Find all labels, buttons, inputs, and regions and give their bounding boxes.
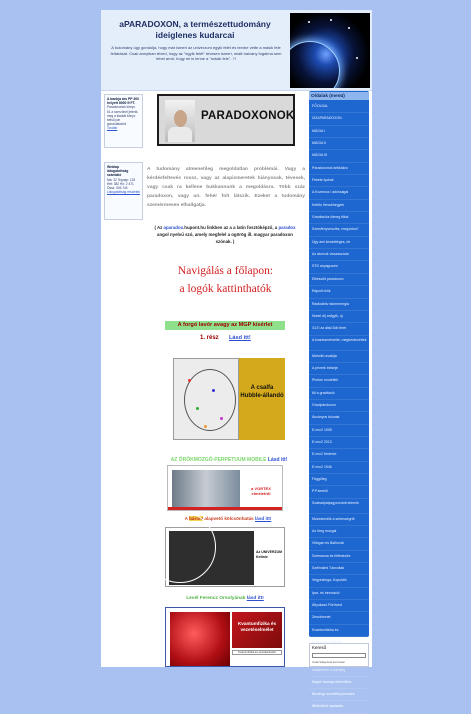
portrait-shirt — [168, 127, 192, 142]
letter-text: Levél Ferencz Orsolyának — [186, 596, 247, 601]
quantum-book-caption: Kvantumfizika és vezetéselmélet — [232, 650, 282, 655]
menu-item[interactable]: MÁGIA II — [309, 138, 369, 150]
menu-item[interactable]: Vegyeskriga, Kopuláló — [309, 575, 369, 587]
left-book-text: Paradoxonok könyv. 61 a szerzőnél jelenik meg a kiadott könyv belső pár gondolatokról — [107, 105, 138, 127]
vortex-title: A forgó lavór avagy az MGP kísérlet — [165, 321, 285, 330]
vortex-diagram-image[interactable] — [173, 358, 239, 440]
menu-item[interactable]: Szémanna és felfedezés — [309, 551, 369, 563]
mgp-link[interactable]: Lásd itt! — [267, 457, 288, 463]
diagram-dot — [188, 379, 191, 382]
navigation-heading — [158, 262, 293, 298]
menu-items — [309, 101, 369, 714]
site-title-line2[interactable]: ideiglenes kudarcai — [155, 30, 235, 40]
universe-text: Az UNIVERZUM Kettnie — [256, 550, 283, 559]
menu-item[interactable]: Radioaktív atomenergia — [309, 299, 369, 311]
search-checkbox-label[interactable]: Csak kifejezést keressen — [312, 660, 346, 664]
note-link-paradox[interactable]: paradox — [278, 225, 296, 230]
star-dot — [308, 21, 310, 23]
universe-dark-panel — [169, 531, 254, 585]
left-book-link[interactable]: Tovább — [107, 126, 118, 131]
paradoxonok-logo[interactable] — [157, 94, 295, 146]
menu-item[interactable]: STD anyaguzem — [309, 261, 369, 273]
menu-item[interactable]: P.P.kezelő — [309, 486, 369, 498]
note-link-aparadox[interactable]: aparadox — [163, 225, 184, 230]
atom-mid: alapvető kölcsönhatás — [203, 516, 255, 521]
navigation-line1: Navigálás a főlapon: — [177, 265, 274, 277]
vortex-link[interactable]: Lásd itt! — [229, 335, 251, 341]
menu-item[interactable]: Függőleg — [309, 474, 369, 486]
menu-item[interactable]: Ipar- és innováció — [309, 588, 369, 600]
menu-item[interactable]: Fekete lyukak — [309, 175, 369, 187]
note-pre: ( Az — [154, 225, 164, 230]
site-subtitle: A tudomány úgy gondolja, hogy már ismeri az univerzum egyik felét és tervbe vette a másik fele feltárását. Csak annyiban téved, hogy az "egyik felét" tévesen ismeri, miatt halvány fogalma sem lehet arról, hogy mi is lenne a "másik fele". ?! — [110, 45, 282, 61]
quantum-book-cover: Kvantumfizika és vezetéselmélet — [232, 612, 282, 648]
left-counter-link[interactable]: Látogatottság részletek — [107, 190, 140, 195]
hubble-label[interactable]: A csalfa Hubble-állandó — [239, 358, 285, 440]
menu-item[interactable]: Az atomok visszaszóda — [309, 249, 369, 261]
diagram-dot — [196, 407, 199, 410]
menu-item[interactable]: Kapd: honlap felemlítés — [309, 677, 369, 689]
menu-item[interactable]: Elkészült paradoxon — [309, 274, 369, 286]
left-counter-title: Weblap látogatottság számláló — [107, 165, 129, 178]
red-stripe — [168, 507, 282, 510]
star-dot — [348, 27, 350, 29]
menu-item[interactable]: Szemfényvesztés, megoldva? — [309, 224, 369, 236]
left-book-title: A bankja árs PP 300 helyett 8000 ft FT. — [107, 97, 140, 106]
menu-item[interactable]: Kettős Hesséhegyek — [309, 200, 369, 212]
menu-item[interactable]: Nobel díj anfgyik, új — [309, 311, 369, 323]
menu-item[interactable]: Photon modellek — [309, 375, 369, 387]
star-dot — [330, 19, 332, 21]
navigation-line2: a logók kattinthatók — [179, 283, 272, 295]
left-counter-box — [104, 162, 143, 220]
menu-item[interactable]: Rajzolt örök — [309, 286, 369, 298]
portrait-face — [174, 110, 187, 127]
header-earth-image — [290, 13, 370, 88]
menu-item[interactable]: Szabadpályagyorsított elemek — [309, 499, 369, 514]
vortex-sign: a VORTEX elméletről — [242, 472, 280, 506]
menu-item[interactable]: ÚGAPARADOXON — [309, 113, 369, 125]
menu-item[interactable]: Mi a gravitáció — [309, 388, 369, 400]
menu-item[interactable]: Maholtó avatója — [309, 351, 369, 363]
menu-item[interactable]: Gravipándozon — [309, 400, 369, 412]
paradoxon-note — [149, 224, 301, 245]
site-title[interactable] — [110, 19, 280, 41]
logo-text: PARADOXONOK — [201, 110, 295, 122]
menu-item[interactable]: Az öreg mozgal — [309, 526, 369, 538]
left-counter-text: Ma: 32 Tegnap: 133 Hét: 382 Hó: 2 471 Össz: 306 744 — [107, 177, 136, 191]
menu-item[interactable]: Átlyukasó Pörövest — [309, 600, 369, 612]
atom-highlight: bárom — [189, 516, 204, 521]
menu-item[interactable]: Mentegi szemfényvesztés — [309, 689, 369, 701]
menu-item[interactable]: Kvantumfizika és — [309, 625, 369, 637]
quantum-book-image[interactable] — [165, 607, 285, 667]
quantum-red-visual — [170, 612, 230, 666]
search-input[interactable] — [312, 653, 366, 658]
menu-item[interactable]: Úgy ami kezdetleges, de — [309, 237, 369, 249]
menu-item[interactable]: Gravitációs tömeg titkai — [309, 212, 369, 224]
menu-item[interactable]: Villogan és Ballrovát — [309, 538, 369, 550]
diagram-arc — [184, 369, 236, 431]
vortex-part: 1. rész — [200, 335, 219, 341]
menu-item[interactable]: E=mc2 1946 — [309, 462, 369, 474]
earth-rim — [290, 41, 340, 88]
menu-item[interactable]: E=mc2 tördelve — [309, 449, 369, 461]
menu-title: Oldalak (menü) — [309, 92, 369, 100]
mgp-row — [154, 457, 304, 463]
menu-item[interactable]: zeiqkeném a sűrűség — [309, 662, 369, 677]
diagram-dot — [204, 425, 207, 428]
menu-item[interactable]: FŐOLDAL — [309, 101, 369, 113]
diagram-dot — [212, 389, 215, 392]
atom-link[interactable]: lásd itt! — [254, 516, 272, 521]
left-book-box — [104, 94, 143, 148]
diagram-dot — [220, 417, 223, 420]
note-mid: .hupont.hu linkben az a a latin fosztóképző, a — [183, 225, 279, 230]
menu-item[interactable]: A prímek belseje — [309, 363, 369, 375]
menu-item[interactable]: Paradoxonok kritikákra — [309, 163, 369, 175]
universe-ring — [144, 511, 216, 583]
menu-item[interactable]: E=mc2 1905 — [309, 425, 369, 437]
menu-item[interactable]: A kvantumelmélet, megkérdezettek — [309, 336, 369, 351]
perpetuum-mobile-image[interactable] — [167, 465, 283, 511]
atom-pre: A — [184, 516, 190, 521]
mgp-text: AZ ÖRÖKMOZGÓ-PERPETUUM MOBILE — [170, 457, 267, 463]
menu-item[interactable]: MÁGIA I — [309, 126, 369, 138]
search-label: Kereső — [312, 645, 327, 650]
author-portrait — [165, 100, 195, 142]
intro-text: A tudomány atmenetileg megoldatlan problémái. Vagy a kérdésfeltevés rossz, vagy az alapismeretek hiányosak, tévesek, vagy csak ra kellene bukkannunk a megoldásra. Több száz paradoxon, vagy un. fehér folt látszik. Ezeket a tudomány szemérmesen elhallgatja. — [147, 167, 305, 208]
universe-image[interactable] — [165, 527, 285, 587]
menu-item[interactable]: MÁGIA III — [309, 150, 369, 162]
menu-item[interactable]: GLTI az által 3db fleet — [309, 323, 369, 335]
menu-item[interactable]: E=mc2 2013 — [309, 437, 369, 449]
note-post: angol nyelvű szó, amely megfelel a ogörög ill. magyar paradoxon szónak. ) — [157, 232, 293, 244]
letter-line — [165, 596, 285, 601]
menu-item[interactable]: Zeusbonnet — [309, 612, 369, 624]
menu-item[interactable]: Ásványos búzaak — [309, 412, 369, 424]
menu-item[interactable]: A Kozmosz i adósságai — [309, 187, 369, 199]
menu-item[interactable]: Szélmalmi Táncoltak — [309, 563, 369, 575]
menu-item[interactable]: Mózeskedők a sebességről — [309, 514, 369, 526]
search-box — [309, 643, 369, 667]
star-dot — [356, 57, 358, 59]
menu-item[interactable]: Webtelkel tapiadás — [309, 701, 369, 713]
letter-link[interactable]: lásd itt! — [246, 596, 264, 601]
machine-photo — [172, 470, 240, 508]
site-title-line1[interactable]: aPARADOXON, a természettudomány — [119, 19, 271, 29]
